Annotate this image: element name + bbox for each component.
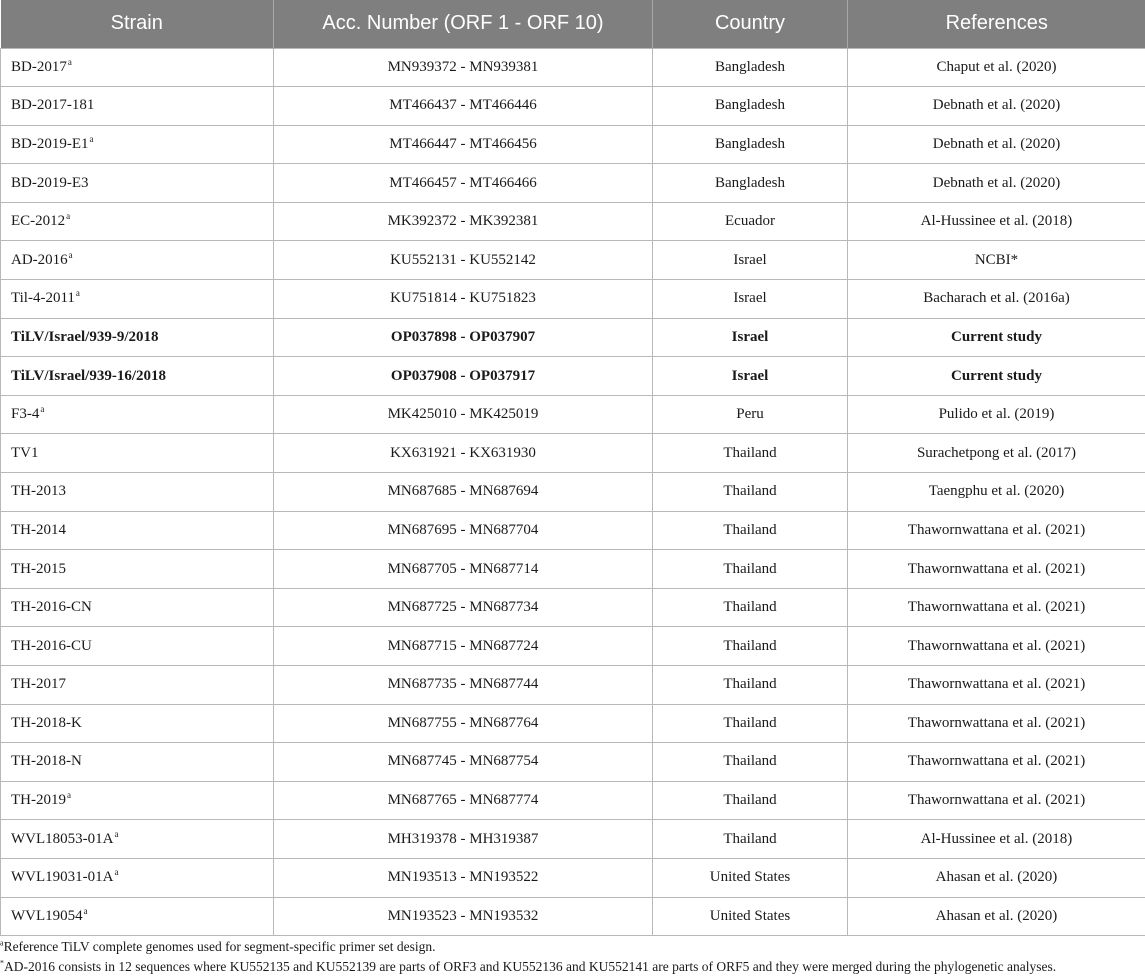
cell-strain <box>1 318 274 357</box>
cell-reference: Al-Hussinee et al. (2018) <box>848 202 1145 241</box>
table-row <box>1 627 1145 666</box>
strain-name: TH-2016-CU <box>11 637 92 654</box>
cell-strain <box>1 48 274 87</box>
cell-reference: Debnath et al. (2020) <box>848 164 1145 203</box>
table-row <box>1 511 1145 550</box>
cell-acc-number: MN687745 - MN687754 <box>274 743 653 782</box>
cell-strain <box>1 357 274 396</box>
cell-reference: Thawornwattana et al. (2021) <box>848 743 1145 782</box>
strain-name: TH-2013 <box>11 483 66 500</box>
table-row <box>1 704 1145 743</box>
strain-name: TiLV/Israel/939-16/2018 <box>11 367 167 384</box>
strain-name: WVL18053-01A <box>11 830 114 847</box>
table-row <box>1 87 1145 126</box>
strain-name: BD-2019-E3 <box>11 174 89 191</box>
cell-strain <box>1 125 274 164</box>
table-row <box>1 743 1145 782</box>
reference-mark: a <box>114 828 119 839</box>
cell-country: Peru <box>653 395 848 434</box>
cell-strain <box>1 395 274 434</box>
cell-acc-number: MT466447 - MT466456 <box>274 125 653 164</box>
cell-country: Israel <box>653 318 848 357</box>
cell-reference: Ahasan et al. (2020) <box>848 858 1145 897</box>
cell-reference: Thawornwattana et al. (2021) <box>848 704 1145 743</box>
table-row <box>1 820 1145 859</box>
strain-name: TH-2015 <box>11 560 66 577</box>
cell-country: Thailand <box>653 550 848 589</box>
reference-mark: a <box>114 867 119 878</box>
cell-strain <box>1 627 274 666</box>
cell-country: Thailand <box>653 434 848 473</box>
cell-reference: Debnath et al. (2020) <box>848 125 1145 164</box>
table-row <box>1 897 1145 936</box>
footnotes <box>0 937 1140 977</box>
cell-country: Thailand <box>653 588 848 627</box>
table-row <box>1 858 1145 897</box>
cell-acc-number: MT466437 - MT466446 <box>274 87 653 126</box>
cell-acc-number: MN687705 - MN687714 <box>274 550 653 589</box>
strain-name: TH-2018-N <box>11 753 82 770</box>
cell-reference: Current study <box>848 357 1145 396</box>
cell-country: Thailand <box>653 704 848 743</box>
table-row <box>1 202 1145 241</box>
cell-strain <box>1 434 274 473</box>
cell-country: Ecuador <box>653 202 848 241</box>
cell-strain <box>1 280 274 319</box>
cell-reference: Thawornwattana et al. (2021) <box>848 666 1145 705</box>
reference-mark: a <box>83 905 88 916</box>
table-row <box>1 666 1145 705</box>
cell-strain <box>1 820 274 859</box>
reference-mark: a <box>40 404 45 415</box>
cell-strain <box>1 241 274 280</box>
strain-name: TH-2019 <box>11 792 66 809</box>
reference-mark: a <box>89 133 94 144</box>
cell-strain <box>1 473 274 512</box>
strain-name: WVL19031-01A <box>11 869 114 886</box>
cell-country: United States <box>653 897 848 936</box>
cell-reference: Bacharach et al. (2016a) <box>848 280 1145 319</box>
header-strain: Strain <box>1 0 274 48</box>
cell-country: Thailand <box>653 666 848 705</box>
cell-country: Thailand <box>653 820 848 859</box>
cell-country: Thailand <box>653 781 848 820</box>
cell-acc-number: OP037908 - OP037917 <box>274 357 653 396</box>
cell-strain <box>1 164 274 203</box>
cell-acc-number: MN687725 - MN687734 <box>274 588 653 627</box>
cell-reference: Chaput et al. (2020) <box>848 48 1145 87</box>
footnote-mark: * <box>0 958 4 968</box>
cell-acc-number: MK392372 - MK392381 <box>274 202 653 241</box>
cell-strain <box>1 858 274 897</box>
strain-name: F3-4 <box>11 406 40 423</box>
cell-acc-number: MH319378 - MH319387 <box>274 820 653 859</box>
cell-country: United States <box>653 858 848 897</box>
cell-country: Thailand <box>653 473 848 512</box>
cell-strain <box>1 550 274 589</box>
footnote-asterisk <box>0 957 1140 977</box>
strain-name: TiLV/Israel/939-9/2018 <box>11 328 159 345</box>
cell-country: Thailand <box>653 511 848 550</box>
cell-strain <box>1 202 274 241</box>
strain-name: TH-2018-K <box>11 714 82 731</box>
cell-strain <box>1 588 274 627</box>
cell-country: Bangladesh <box>653 164 848 203</box>
footnote-mark: a <box>0 938 4 948</box>
cell-acc-number: MN687735 - MN687744 <box>274 666 653 705</box>
reference-mark: a <box>67 56 72 67</box>
cell-acc-number: MN687695 - MN687704 <box>274 511 653 550</box>
cell-strain <box>1 87 274 126</box>
cell-acc-number: MN687715 - MN687724 <box>274 627 653 666</box>
cell-acc-number: MN193513 - MN193522 <box>274 858 653 897</box>
header-row <box>1 0 1145 48</box>
cell-reference: Surachetpong et al. (2017) <box>848 434 1145 473</box>
cell-reference: Thawornwattana et al. (2021) <box>848 511 1145 550</box>
table-row <box>1 125 1145 164</box>
cell-country: Thailand <box>653 743 848 782</box>
table-row <box>1 318 1145 357</box>
cell-acc-number: MN193523 - MN193532 <box>274 897 653 936</box>
strain-name: AD-2016 <box>11 251 68 268</box>
cell-acc-number: KU751814 - KU751823 <box>274 280 653 319</box>
footnote-a <box>0 937 1140 957</box>
strain-name: BD-2017-181 <box>11 97 95 114</box>
strain-name: TH-2014 <box>11 521 66 538</box>
table-row <box>1 357 1145 396</box>
reference-mark: a <box>67 790 71 801</box>
strain-name: BD-2017 <box>11 58 67 75</box>
footnote-text: AD-2016 consists in 12 sequences where KU552135 and KU552139 are parts of ORF3 and KU552136 and KU552141 are parts of ORF5 and they were merged during the phylogenetic analyses. <box>4 959 1057 974</box>
cell-reference: Ahasan et al. (2020) <box>848 897 1145 936</box>
cell-acc-number: MK425010 - MK425019 <box>274 395 653 434</box>
cell-strain <box>1 781 274 820</box>
cell-acc-number: MN687685 - MN687694 <box>274 473 653 512</box>
cell-acc-number: MN687755 - MN687764 <box>274 704 653 743</box>
cell-country: Israel <box>653 357 848 396</box>
cell-acc-number: OP037898 - OP037907 <box>274 318 653 357</box>
cell-acc-number: MN939372 - MN939381 <box>274 48 653 87</box>
cell-reference: Thawornwattana et al. (2021) <box>848 781 1145 820</box>
cell-reference: Pulido et al. (2019) <box>848 395 1145 434</box>
cell-strain <box>1 511 274 550</box>
cell-reference: Thawornwattana et al. (2021) <box>848 627 1145 666</box>
cell-acc-number: MN687765 - MN687774 <box>274 781 653 820</box>
strain-name: TV1 <box>11 444 39 461</box>
cell-country: Bangladesh <box>653 48 848 87</box>
strain-name: TH-2017 <box>11 676 66 693</box>
cell-reference: NCBI* <box>848 241 1145 280</box>
table-row <box>1 395 1145 434</box>
table-row <box>1 434 1145 473</box>
header-country: Country <box>653 0 848 48</box>
reference-mark: a <box>66 211 71 222</box>
table-row <box>1 588 1145 627</box>
cell-acc-number: KU552131 - KU552142 <box>274 241 653 280</box>
table-body <box>1 48 1145 936</box>
strain-name: EC-2012 <box>11 213 66 230</box>
header-references: References <box>945 12 1048 35</box>
table-header <box>1 0 1145 48</box>
cell-reference: Current study <box>848 318 1145 357</box>
strain-name: Til-4-2011 <box>11 290 75 307</box>
cell-strain <box>1 897 274 936</box>
cell-country: Israel <box>653 241 848 280</box>
cell-reference: Al-Hussinee et al. (2018) <box>848 820 1145 859</box>
strain-name: WVL19054 <box>11 907 83 924</box>
cell-strain <box>1 743 274 782</box>
cell-acc-number: KX631921 - KX631930 <box>274 434 653 473</box>
cell-country: Thailand <box>653 627 848 666</box>
cell-strain <box>1 704 274 743</box>
table-row <box>1 241 1145 280</box>
cell-reference: Taengphu et al. (2020) <box>848 473 1145 512</box>
strain-name: TH-2016-CN <box>11 599 92 616</box>
cell-reference: Thawornwattana et al. (2021) <box>848 588 1145 627</box>
reference-mark: a <box>68 249 73 260</box>
table-row <box>1 781 1145 820</box>
cell-country: Bangladesh <box>653 87 848 126</box>
table-row <box>1 550 1145 589</box>
cell-reference: Debnath et al. (2020) <box>848 87 1145 126</box>
reference-mark: a <box>75 288 80 299</box>
strain-name: BD-2019-E1 <box>11 135 89 152</box>
cell-acc-number: MT466457 - MT466466 <box>274 164 653 203</box>
cell-strain <box>1 666 274 705</box>
footnote-text: Reference TiLV complete genomes used for segment-specific primer set design. <box>3 939 436 954</box>
cell-country: Bangladesh <box>653 125 848 164</box>
header-acc-number: Acc. Number (ORF 1 - ORF 10) <box>274 0 653 48</box>
cell-country: Israel <box>653 280 848 319</box>
table-row <box>1 473 1145 512</box>
table-row <box>1 164 1145 203</box>
cell-reference: Thawornwattana et al. (2021) <box>848 550 1145 589</box>
table-row <box>1 48 1145 87</box>
table-row <box>1 280 1145 319</box>
